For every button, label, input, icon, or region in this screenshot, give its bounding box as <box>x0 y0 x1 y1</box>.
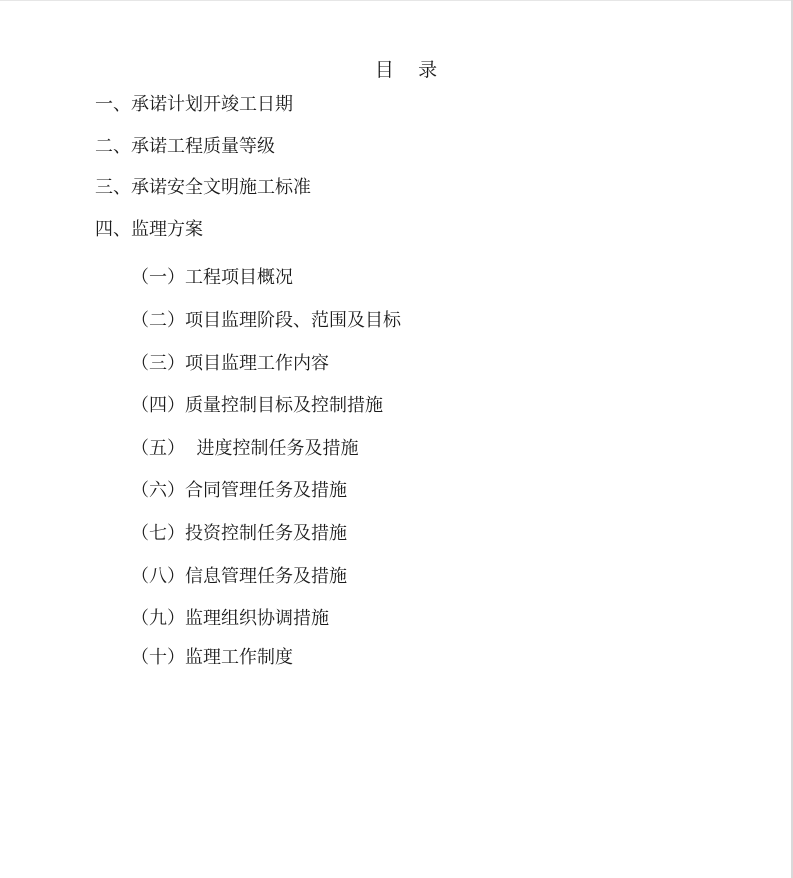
toc-subsection-2: （二）项目监理阶段、范围及目标 <box>131 310 401 331</box>
toc-section-1: 一、承诺计划开竣工日期 <box>95 94 293 115</box>
toc-section-3: 三、承诺安全文明施工标准 <box>95 177 311 198</box>
toc-subsection-9: （九）监理组织协调措施 <box>131 608 329 629</box>
toc-subsection-6: （六）合同管理任务及措施 <box>131 480 347 501</box>
toc-subsection-4: （四）质量控制目标及控制措施 <box>131 395 383 416</box>
page-top-border <box>0 0 793 1</box>
toc-subsection-3: （三）项目监理工作内容 <box>131 353 329 374</box>
toc-section-4: 四、监理方案 <box>95 219 203 240</box>
toc-title: 目 录 <box>374 59 438 81</box>
toc-subsection-10: （十）监理工作制度 <box>131 647 293 668</box>
toc-subsection-7: （七）投资控制任务及措施 <box>131 523 347 544</box>
toc-subsection-8: （八）信息管理任务及措施 <box>131 566 347 587</box>
toc-section-2: 二、承诺工程质量等级 <box>95 136 275 157</box>
toc-subsection-5: （五） 进度控制任务及措施 <box>131 438 359 459</box>
toc-subsection-1: （一）工程项目概况 <box>131 267 293 288</box>
